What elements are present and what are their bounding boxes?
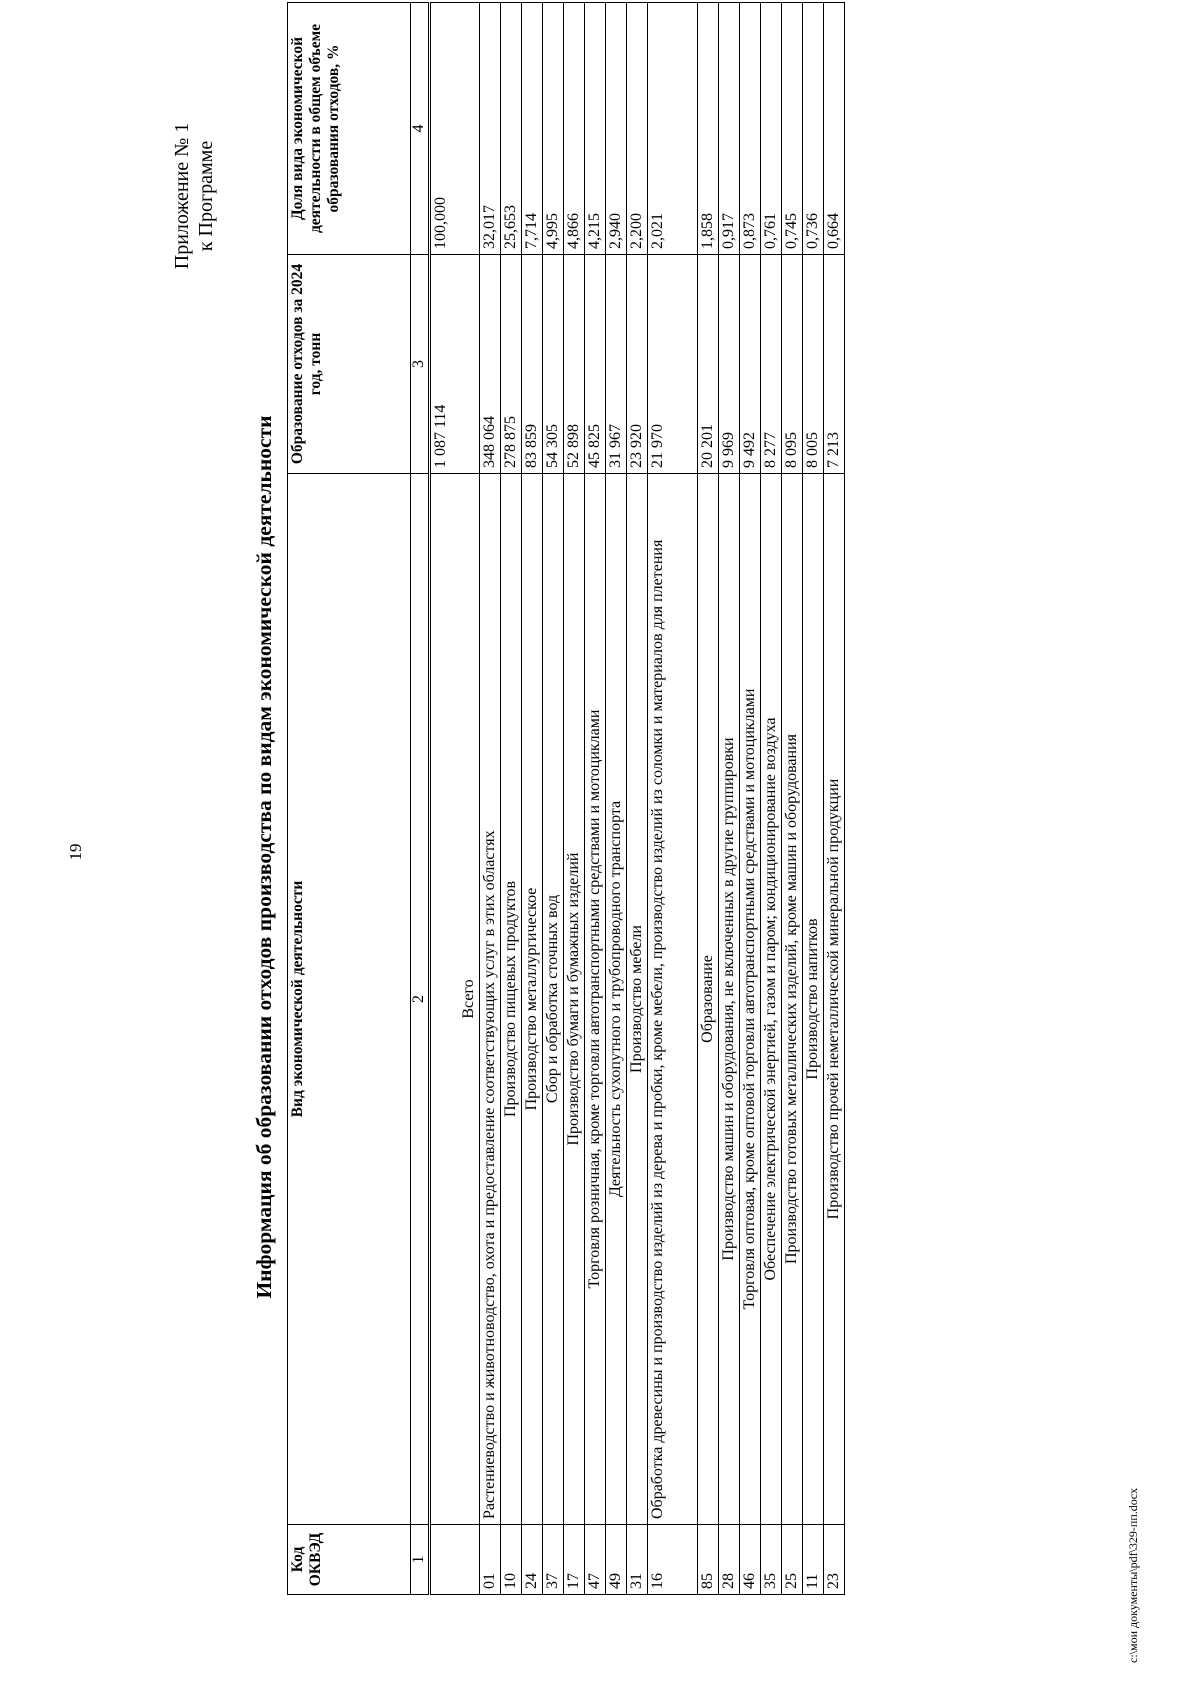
column-number-row: [411, 3, 430, 1595]
table-row: [564, 3, 585, 1595]
table-header-row: [288, 3, 411, 1595]
row-activity-name: Производство металлургическое: [522, 474, 543, 1525]
row-activity-name: Производство прочей неметаллической минеральной продукции: [824, 474, 845, 1525]
row-waste-value: 52 898: [564, 255, 585, 474]
total-share: 100,000: [430, 3, 480, 255]
row-activity-name: Производство машин и оборудования, не включенных в другие группировки: [719, 474, 740, 1525]
row-share-value: 7,714: [522, 3, 543, 255]
row-waste-value: 9 969: [719, 255, 740, 474]
page-number: 19: [66, 843, 85, 861]
table-row: [606, 3, 627, 1595]
row-activity-name: Сбор и обработка сточных вод: [543, 474, 564, 1525]
table-row: [480, 3, 501, 1595]
table-row: [719, 3, 740, 1595]
row-share-value: 1,858: [698, 3, 719, 255]
row-share-value: 0,761: [761, 3, 782, 255]
row-waste-value: 21 970: [648, 255, 698, 474]
row-code: 35: [761, 1525, 782, 1595]
table-row: [522, 3, 543, 1595]
header-activity: Вид экономической деятельности: [288, 474, 411, 1525]
row-code: 31: [627, 1525, 648, 1595]
row-activity-name: Торговля розничная, кроме торговли автотранспортными средствами и мотоциклами: [585, 474, 606, 1525]
row-code: 23: [824, 1525, 845, 1595]
table-row: [803, 3, 824, 1595]
table-row: [501, 3, 522, 1595]
row-share-value: 25,653: [501, 3, 522, 255]
row-activity-name: Обеспечение электрической энергией, газом и паром; кондиционирование воздуха: [761, 474, 782, 1525]
row-code: 28: [719, 1525, 740, 1595]
row-code: 24: [522, 1525, 543, 1595]
header-share: Доля вида экономической деятельности в общем объеме образования отходов, %: [288, 3, 411, 255]
table-row: [627, 3, 648, 1595]
row-activity-name: Растениеводство и животноводство, охота и предоставление соответствующих услуг в этих областях: [480, 474, 501, 1525]
row-waste-value: 278 875: [501, 255, 522, 474]
row-share-value: 2,021: [648, 3, 698, 255]
appendix-line-2: к Программе: [195, 140, 217, 252]
table-row: [824, 3, 845, 1595]
table-row: [585, 3, 606, 1595]
row-share-value: 2,940: [606, 3, 627, 255]
row-share-value: 32,017: [480, 3, 501, 255]
column-number: 4: [411, 3, 430, 255]
row-code: 16: [648, 1525, 698, 1595]
row-waste-value: 348 064: [480, 255, 501, 474]
row-activity-name: Образование: [698, 474, 719, 1525]
row-waste-value: 8 277: [761, 255, 782, 474]
row-waste-value: 83 859: [522, 255, 543, 474]
table-row: [740, 3, 761, 1595]
row-code: 01: [480, 1525, 501, 1595]
row-waste-value: 45 825: [585, 255, 606, 474]
row-share-value: 0,664: [824, 3, 845, 255]
row-code: 49: [606, 1525, 627, 1595]
row-share-value: 4,866: [564, 3, 585, 255]
row-activity-name: Производство мебели: [627, 474, 648, 1525]
row-waste-value: 20 201: [698, 255, 719, 474]
header-code: Код ОКВЭД: [288, 1525, 411, 1595]
row-waste-value: 54 305: [543, 255, 564, 474]
row-code: 37: [543, 1525, 564, 1595]
row-code: 25: [782, 1525, 803, 1595]
total-waste: 1 087 114: [430, 255, 480, 474]
appendix-note: [170, 86, 218, 306]
footer-file-path: c:\мои документы\pdf\329-пп.docx: [1126, 1487, 1140, 1663]
table-row: [698, 3, 719, 1595]
row-share-value: 0,917: [719, 3, 740, 255]
row-waste-value: 9 492: [740, 255, 761, 474]
row-code: 85: [698, 1525, 719, 1595]
table-row: [782, 3, 803, 1595]
table-row: [543, 3, 564, 1595]
row-activity-name: Производство пищевых продуктов: [501, 474, 522, 1525]
total-code-cell: [430, 1525, 480, 1595]
row-share-value: 0,745: [782, 3, 803, 255]
row-share-value: 2,200: [627, 3, 648, 255]
waste-table: [287, 2, 845, 1595]
row-waste-value: 7 213: [824, 255, 845, 474]
row-activity-name: Обработка древесины и производство изделий из дерева и пробки, кроме мебели, производство изделий из соломки и материалов для плетения: [648, 474, 698, 1525]
row-code: 17: [564, 1525, 585, 1595]
row-activity-name: Производство напитков: [803, 474, 824, 1525]
row-code: 11: [803, 1525, 824, 1595]
row-share-value: 0,736: [803, 3, 824, 255]
table-row: [648, 3, 698, 1595]
row-waste-value: 8 095: [782, 255, 803, 474]
document-title: Информация об образовании отходов производства по видам экономической деятельности: [252, 415, 276, 1299]
row-waste-value: 31 967: [606, 255, 627, 474]
row-activity-name: Торговля оптовая, кроме оптовой торговли автотранспортными средствами и мотоциклами: [740, 474, 761, 1525]
column-number: 1: [411, 1525, 430, 1595]
column-number: 3: [411, 255, 430, 474]
row-code: 10: [501, 1525, 522, 1595]
row-activity-name: Производство готовых металлических изделий, кроме машин и оборудования: [782, 474, 803, 1525]
row-waste-value: 23 920: [627, 255, 648, 474]
total-label: Всего: [430, 474, 480, 1525]
column-number: 2: [411, 474, 430, 1525]
row-share-value: 0,873: [740, 3, 761, 255]
header-waste: Образование отходов за 2024 год, тонн: [288, 255, 411, 474]
row-code: 46: [740, 1525, 761, 1595]
appendix-line-1: Приложение № 1: [171, 122, 193, 270]
row-waste-value: 8 005: [803, 255, 824, 474]
row-share-value: 4,215: [585, 3, 606, 255]
table-row: [761, 3, 782, 1595]
row-activity-name: Производство бумаги и бумажных изделий: [564, 474, 585, 1525]
row-code: 47: [585, 1525, 606, 1595]
total-row: [430, 3, 480, 1595]
row-activity-name: Деятельность сухопутного и трубопроводного транспорта: [606, 474, 627, 1525]
row-share-value: 4,995: [543, 3, 564, 255]
